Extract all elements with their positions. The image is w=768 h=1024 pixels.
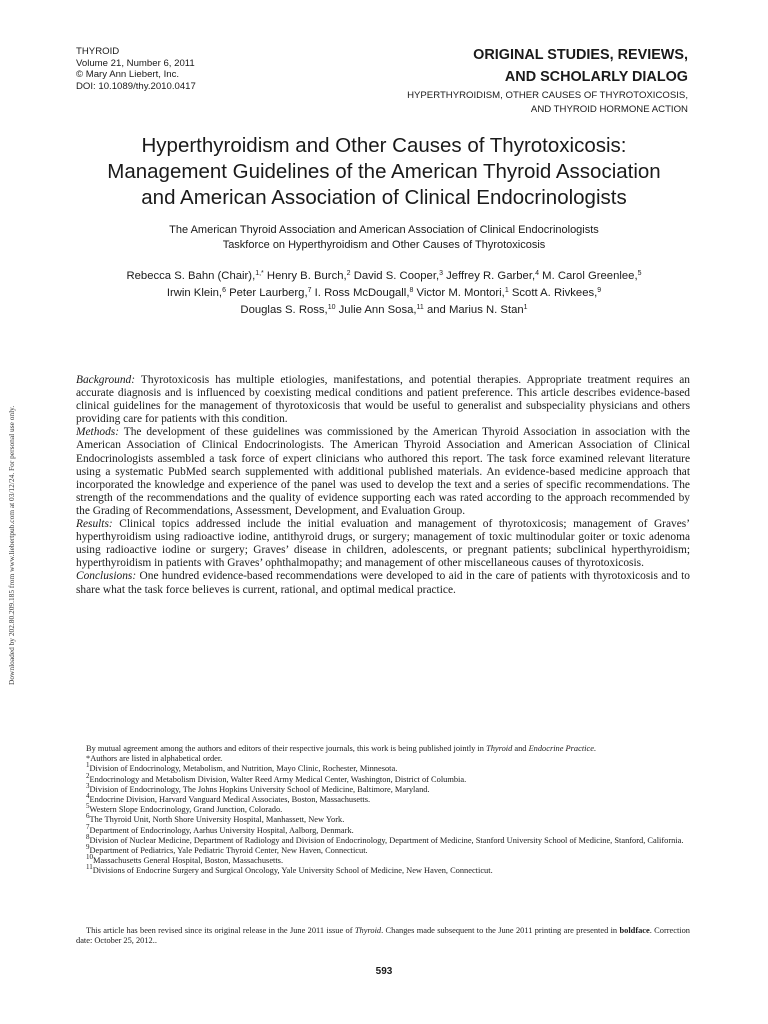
revision-text: This article has been revised since its original release in the June 2011 issue of (86, 926, 355, 935)
author-line (40, 268, 728, 285)
author-name: Henry B. Burch, (266, 270, 347, 282)
page-number: 593 (375, 966, 393, 977)
affiliation-text: Department of Pediatrics, Yale Pediatric Thyroid Center, New Haven, Connecticut. (89, 846, 368, 856)
author-name: Jeffrey R. Garber, (446, 270, 536, 282)
affiliation-number: 10 (86, 853, 93, 862)
affiliation-text: Division of Nuclear Medicine, Department of Radiology and Division of Endocrinology, Department of Medicine, Stanford University School of Medicine, Stanford, California. (89, 835, 684, 845)
affiliation-text: Divisions of Endocrine Surgery and Surgical Oncology, Yale University School of Medicine, New Haven, Connecticut. (92, 866, 493, 876)
article-title (40, 133, 728, 211)
abstract-results (76, 518, 690, 570)
author-affiliation-marker: 3 (439, 270, 444, 277)
author-name: M. Carol Greenlee, (542, 270, 638, 282)
affiliation (76, 761, 690, 774)
taskforce-line: The American Thyroid Association and American Association of Clinical Endocrinologists (169, 224, 599, 236)
affiliation-number: 4 (86, 792, 90, 801)
affiliation-number: 3 (86, 781, 90, 790)
section-subtitle-line-1: HYPERTHYROIDISM, OTHER CAUSES OF THYROTOXICOSIS, (407, 90, 688, 101)
affiliation-number: 5 (86, 802, 90, 811)
affiliation (76, 792, 690, 805)
footnote-text: and (512, 744, 529, 753)
author-affiliation-marker: 8 (409, 287, 414, 294)
affiliation (76, 863, 690, 876)
abstract-text: The development of these guidelines was commissioned by the American Thyroid Association in association with the American Association of Clinical Endocrinologists. The American Thyroid Association and American Association of Clinical Endocrinologists assembled a task force of expert clinicians who authored this report. The task force examined relevant literature using a systematic PubMed search supplemented with additional published materials. An evidence-based medicine approach that incorporated the knowledge and experience of the panel was used to develop the text and a series of specific recommendations. The strength of the recommendations and the quality of evidence supporting each was rated according to the approach recommended by the Grading of Recommendations, Assessment, Development, and Evaluation Group. (76, 426, 690, 517)
alphabetical-note: *Authors are listed in alphabetical order. (86, 754, 223, 764)
section-subtitle-line-2: AND THYROID HORMONE ACTION (530, 103, 688, 115)
affiliation-number: 8 (86, 832, 90, 841)
author-name: Douglas S. Ross, (240, 304, 328, 316)
affiliation (76, 812, 690, 825)
abstract-background (76, 374, 690, 426)
affiliation (76, 822, 690, 836)
boldface-word: boldface (619, 926, 650, 935)
author-name: Rebecca S. Bahn (Chair), (126, 270, 256, 282)
author-affiliation-marker: 1 (504, 287, 509, 294)
joint-publication-note (76, 744, 690, 754)
affiliation (76, 781, 690, 795)
affiliation-number: 9 (86, 843, 90, 852)
download-watermark: Downloaded by 202.80.209.185 from www.liebertpub.com at 03/12/24. For personal use only. (7, 405, 16, 685)
author-affiliation-marker: 4 (535, 270, 540, 277)
journal-name: THYROID (76, 46, 120, 57)
footnotes (76, 744, 690, 877)
author-affiliation-marker: 6 (222, 287, 226, 294)
affiliation-number: 6 (86, 812, 90, 821)
affiliation (76, 832, 690, 846)
abstract-label: Background: (76, 374, 136, 386)
author-line (40, 302, 728, 319)
journal-info (76, 46, 196, 92)
journal-copyright: © Mary Ann Liebert, Inc. (76, 69, 180, 81)
abstract-text: Clinical topics addressed include the initial evaluation and management of thyrotoxicosis; management of Graves’ hyperthyroidism using radioactive iodine, antithyroid drugs, or surgery; management of toxic multinodular goiter or toxic adenoma using radioactive iodine or surgery; Graves’ disease in children, adolescents, or pregnant patients; subclinical hyperthyroidism; hyperthyroidism in patients with Graves’ ophthalmopathy; and management of other miscellaneous causes of thyrotoxicosis. (76, 518, 690, 570)
author-name: I. Ross McDougall, (314, 287, 410, 299)
affiliation-text: The Thyroid Unit, North Shore University Hospital, Manhassett, New York. (89, 815, 345, 825)
author-name: David S. Cooper, (353, 270, 440, 282)
abstract-conclusions (76, 570, 690, 596)
revision-note (76, 926, 690, 946)
author-affiliation-marker: 5 (637, 270, 642, 277)
author-affiliation-marker: 10 (327, 304, 336, 311)
author-line (40, 285, 728, 302)
author-affiliation-marker: 1 (523, 304, 528, 311)
section-title-line-1: ORIGINAL STUDIES, REVIEWS, (473, 47, 688, 63)
affiliation-text: Department of Endocrinology, Aarhus University Hospital, Aalborg, Denmark. (89, 825, 354, 835)
author-name: and Marius N. Stan (426, 304, 524, 316)
affiliation-text: Division of Endocrinology, The Johns Hopkins University School of Medicine, Baltimore, Maryland. (89, 784, 430, 794)
article-title-line: Hyperthyroidism and Other Causes of Thyrotoxicosis: (141, 134, 627, 157)
affiliation (76, 771, 690, 785)
author-affiliation-marker: 7 (307, 287, 312, 294)
affiliation-text: Endocrine Division, Harvard Vanguard Medical Associates, Boston, Massachusetts. (89, 795, 371, 805)
article-title-line: and American Association of Clinical Endocrinologists (141, 186, 627, 209)
journal-volume: Volume 21, Number 6, 2011 (76, 57, 195, 69)
journal-doi: DOI: 10.1089/thy.2010.0417 (76, 80, 196, 92)
taskforce-line: Taskforce on Hyperthyroidism and Other Causes of Thyrotoxicosis (222, 239, 546, 251)
author-name: Scott A. Rivkees, (511, 287, 598, 299)
journal-title-ref: Thyroid (486, 744, 513, 753)
affiliation-text: Western Slope Endocrinology, Grand Junction, Colorado. (89, 805, 283, 815)
affiliation-number: 11 (86, 863, 93, 872)
affiliation-number: 7 (86, 822, 90, 831)
affiliation-text: Endocrinology and Metabolism Division, Walter Reed Army Medical Center, Washington, District of Columbia. (89, 774, 467, 784)
author-affiliation-marker: 2 (346, 270, 351, 277)
abstract-label: Results: (76, 518, 113, 531)
abstract (76, 374, 690, 597)
author-name: Peter Laurberg, (229, 287, 308, 299)
journal-title-ref: Endocrine Practice (528, 744, 594, 753)
affiliation (76, 802, 690, 815)
footnote-text: . (593, 744, 597, 753)
section-heading (407, 44, 688, 115)
article-title-line: Management Guidelines of the American Thyroid Association (107, 160, 661, 183)
abstract-label: Conclusions: (76, 570, 137, 583)
revision-text: . Changes made subsequent to the June 2011 printing are presented in (381, 926, 620, 935)
author-name: Julie Ann Sosa, (338, 304, 417, 316)
affiliation (76, 843, 690, 856)
abstract-label: Methods: (76, 426, 120, 439)
affiliation-text: Massachusetts General Hospital, Boston, Massachusetts. (93, 856, 284, 866)
author-affiliation-marker: 1,* (255, 270, 264, 277)
affiliation-number: 2 (86, 771, 90, 780)
affiliation-number: 1 (86, 761, 90, 770)
affiliation-text: Division of Endocrinology, Metabolism, and Nutrition, Mayo Clinic, Rochester, Minnesota. (89, 764, 398, 774)
abstract-methods (76, 426, 690, 518)
abstract-text: One hundred evidence-based recommendations were developed to aid in the care of patients with thyrotoxicosis and to share what the task force believes is current, rational, and optimal medical practice. (76, 570, 690, 596)
author-affiliation-marker: 11 (416, 304, 424, 311)
author-name: Victor M. Montori, (416, 287, 505, 299)
revision-text: . Correction date: October 25, 2012.. (76, 926, 690, 946)
author-name: Irwin Klein, (166, 287, 223, 299)
abstract-text: Thyrotoxicosis has multiple etiologies, manifestations, and potential therapies. Appropriate treatment requires an accurate diagnosis and is influenced by coexisting medical conditions and patient preference. This article describes evidence-based clinical guidelines for the management of thyrotoxicosis that would be useful to generalist and subspeciality physicians and others providing care for patients with this condition. (76, 374, 690, 426)
author-affiliation-marker: 9 (597, 287, 602, 294)
journal-title-ref: Thyroid (354, 926, 382, 935)
footnote-text: By mutual agreement among the authors and editors of their respective journals, this work is being published jointly in (86, 744, 487, 753)
taskforce-statement (40, 223, 728, 253)
section-title-line-2: AND SCHOLARLY DIALOG (504, 69, 688, 85)
author-list (40, 268, 728, 319)
affiliation (76, 853, 690, 866)
